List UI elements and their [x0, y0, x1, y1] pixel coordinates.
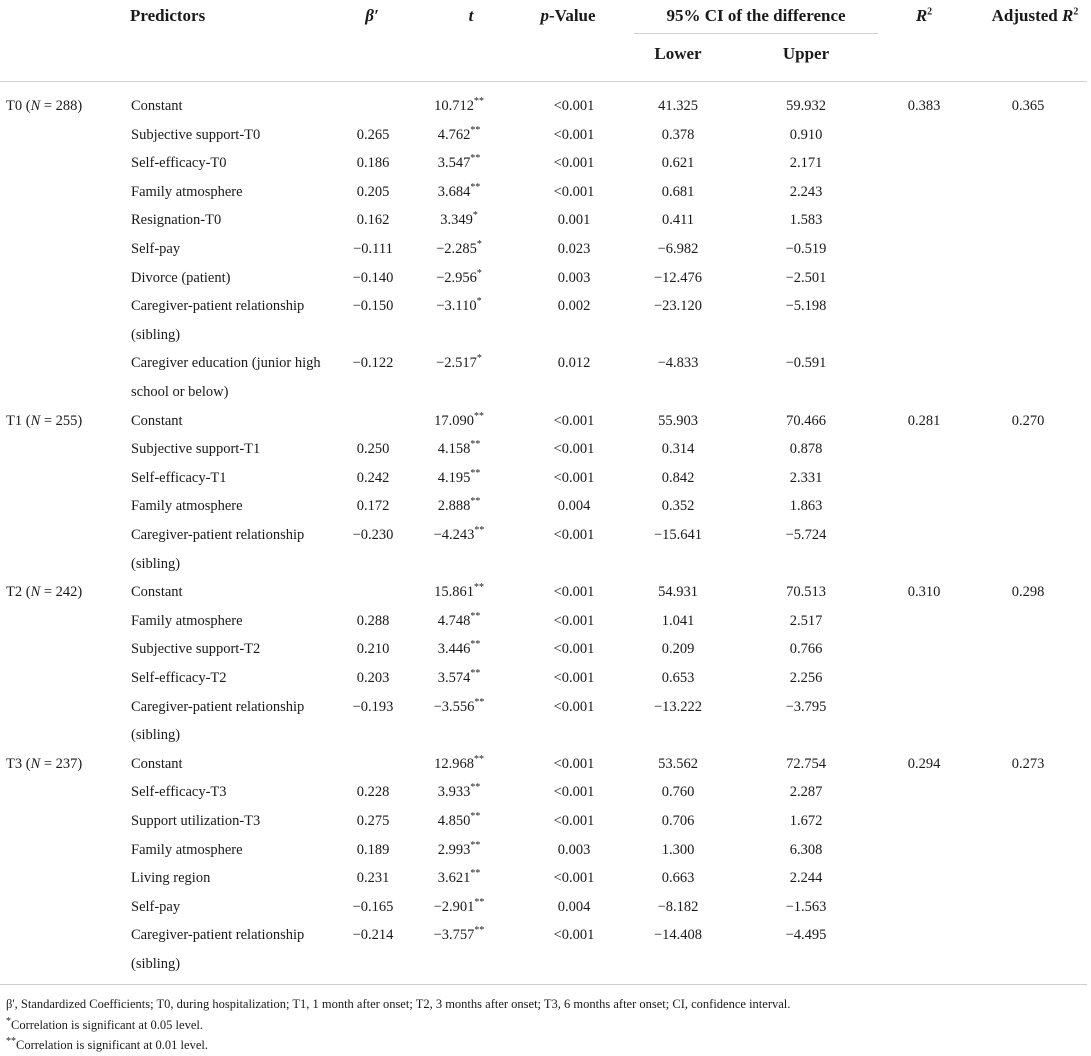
t-value: 12.968** — [434, 753, 484, 772]
ci-upper-value: 2.256 — [789, 670, 823, 686]
predictor-name: Caregiver education (junior high school or below) — [131, 355, 321, 400]
p-value: <0.001 — [553, 183, 595, 200]
beta-value: 0.172 — [356, 498, 390, 515]
ci-lower-value: −4.833 — [657, 355, 699, 372]
t-value: −2.956* — [436, 267, 482, 286]
p-value: 0.004 — [557, 898, 591, 915]
beta-value: −0.122 — [352, 355, 394, 372]
group-label-prefix: T3 ( — [6, 755, 31, 772]
group-label — [6, 411, 82, 431]
t-value: −3.556** — [433, 696, 485, 715]
p-value: <0.001 — [553, 698, 595, 715]
footnote-01-mark: ** — [6, 1035, 16, 1047]
ci-lower-value: 0.352 — [661, 498, 695, 515]
group-label-suffix: = 255) — [40, 412, 83, 429]
header-r2 — [916, 6, 932, 26]
ci-upper-value: 59.932 — [786, 98, 826, 114]
predictor-name: Subjective support-T2 — [131, 641, 261, 658]
ci-upper-value: −2.501 — [785, 269, 827, 286]
predictor-name: Constant — [131, 584, 183, 601]
t-value: −2.285* — [436, 239, 482, 257]
group-label-prefix: T0 ( — [6, 98, 31, 114]
t-value: 4.748** — [437, 610, 481, 629]
header-bottom-rule — [0, 81, 1087, 82]
header-adjusted-r2 — [992, 6, 1079, 26]
p-value: <0.001 — [553, 412, 595, 429]
group-label-n: N — [30, 98, 41, 114]
predictor-name: Family atmosphere — [131, 612, 243, 629]
header-adj-sup: 2 — [1073, 6, 1079, 18]
t-value: 3.684** — [437, 181, 481, 200]
ci-upper-value: 6.308 — [789, 841, 823, 858]
group-label-suffix: = 288) — [40, 98, 83, 114]
predictor-name: Constant — [131, 98, 183, 114]
ci-lower-value: −15.641 — [653, 527, 703, 543]
ci-lower-value: −12.476 — [653, 269, 703, 286]
p-value: <0.001 — [553, 670, 595, 686]
predictor-name: Constant — [131, 412, 183, 429]
adjusted-r2-value: 0.273 — [1011, 755, 1045, 772]
ci-lower-value: 1.041 — [661, 612, 695, 629]
p-value: <0.001 — [553, 612, 595, 629]
ci-lower-value: 55.903 — [658, 412, 698, 429]
adjusted-r2-value: 0.365 — [1011, 98, 1045, 114]
group-label — [6, 582, 82, 602]
t-value: 2.888** — [437, 496, 481, 515]
ci-lower-value: 0.314 — [661, 441, 695, 458]
beta-value: 0.250 — [356, 441, 390, 458]
adjusted-r2-value: 0.270 — [1011, 412, 1045, 429]
beta-value: 0.265 — [356, 126, 390, 143]
predictor-name: Resignation-T0 — [131, 212, 222, 229]
group-label — [6, 754, 82, 774]
ci-header-rule — [634, 33, 878, 34]
ci-lower-value: −14.408 — [653, 927, 703, 944]
predictor-name: Living region — [131, 870, 211, 887]
ci-upper-value: −0.591 — [785, 355, 827, 372]
t-value: −2.901** — [433, 896, 485, 915]
ci-upper-value: 2.243 — [789, 183, 823, 200]
ci-upper-value: 0.766 — [789, 641, 823, 658]
header-ci: 95% CI of the difference — [666, 6, 846, 25]
ci-upper-value: 70.513 — [786, 584, 826, 601]
t-value: 3.349* — [440, 210, 478, 229]
beta-value: 0.210 — [356, 641, 390, 658]
t-value: −2.517* — [436, 353, 482, 372]
beta-value: −0.111 — [353, 241, 393, 257]
predictor-name: Caregiver-patient relationship (sibling) — [131, 298, 305, 343]
ci-lower-value: −8.182 — [657, 898, 699, 915]
r2-value: 0.383 — [907, 98, 941, 114]
header-adj-prefix: Adjusted — [991, 6, 1063, 25]
beta-value: 0.275 — [356, 813, 390, 829]
header-r2-letter: R — [915, 6, 928, 25]
header-r2-sup: 2 — [927, 6, 933, 18]
ci-lower-value: 0.653 — [661, 670, 695, 686]
beta-value: −0.193 — [352, 698, 394, 715]
t-value: −4.243** — [433, 525, 485, 543]
predictor-name: Family atmosphere — [131, 498, 243, 515]
table-bottom-rule — [0, 984, 1087, 985]
t-value: −3.757** — [433, 925, 485, 944]
predictor-name: Self-efficacy-T2 — [131, 670, 227, 686]
ci-lower-value: 54.931 — [658, 584, 698, 601]
footnote-significance-05 — [6, 1017, 203, 1033]
ci-lower-value: 0.706 — [661, 813, 695, 829]
predictor-name: Subjective support-T1 — [131, 441, 261, 458]
t-value: 3.933** — [437, 782, 481, 801]
group-label-prefix: T1 ( — [6, 412, 31, 429]
ci-lower-value: −13.222 — [653, 698, 703, 715]
beta-value: 0.189 — [356, 841, 390, 858]
t-value: 15.861** — [434, 582, 484, 601]
beta-value: −0.150 — [352, 298, 394, 315]
ci-lower-value: 0.378 — [661, 126, 695, 143]
p-value: <0.001 — [553, 784, 595, 801]
ci-upper-value: 2.517 — [789, 612, 823, 629]
ci-upper-value: 1.672 — [789, 813, 823, 829]
p-value: <0.001 — [553, 755, 595, 772]
footnote-significance-01 — [6, 1037, 208, 1053]
ci-upper-value: 1.863 — [789, 498, 823, 515]
p-value: <0.001 — [553, 98, 595, 114]
beta-value: 0.288 — [356, 612, 390, 629]
p-value: <0.001 — [553, 155, 595, 172]
group-label-suffix: = 242) — [40, 584, 83, 601]
group-label-prefix: T2 ( — [6, 584, 31, 601]
beta-value: 0.228 — [356, 784, 390, 801]
t-value: 3.547** — [437, 153, 481, 172]
ci-upper-value: −3.795 — [785, 698, 827, 715]
predictor-name: Self-efficacy-T0 — [131, 155, 227, 172]
header-p-letter: p — [540, 6, 549, 25]
r2-value: 0.281 — [907, 412, 941, 429]
ci-upper-value: 2.287 — [789, 784, 823, 801]
header-t: t — [468, 6, 474, 25]
footnote-abbreviations: β', Standardized Coefficients; T0, during hospitalization; T1, 1 month after onset; T2, 3 months after onset; T3, 6 months after onset; CI, confidence interval. — [6, 997, 791, 1011]
r2-value: 0.294 — [907, 755, 941, 772]
ci-upper-value: 0.910 — [789, 126, 823, 143]
ci-lower-value: 0.411 — [661, 212, 695, 229]
ci-upper-value: −5.724 — [785, 527, 827, 543]
header-lower: Lower — [654, 44, 702, 63]
predictor-name: Caregiver-patient relationship (sibling) — [131, 927, 305, 972]
ci-upper-value: 70.466 — [786, 412, 826, 429]
beta-value: −0.165 — [352, 898, 394, 915]
t-value: 3.574** — [437, 668, 481, 686]
predictor-name: Self-efficacy-T1 — [131, 469, 227, 486]
predictor-name: Subjective support-T0 — [131, 126, 261, 143]
r2-value: 0.310 — [907, 584, 941, 601]
predictor-name: Caregiver-patient relationship (sibling) — [131, 527, 305, 572]
header-p-rest: -Value — [548, 6, 596, 25]
p-value: <0.001 — [553, 441, 595, 458]
p-value: 0.003 — [557, 841, 591, 858]
p-value: 0.003 — [557, 269, 591, 286]
t-value: 2.993** — [437, 839, 481, 858]
predictor-name: Self-pay — [131, 898, 181, 915]
p-value: <0.001 — [553, 927, 595, 944]
ci-lower-value: −23.120 — [653, 298, 703, 315]
p-value: <0.001 — [553, 584, 595, 601]
predictor-name: Family atmosphere — [131, 183, 243, 200]
p-value: <0.001 — [553, 527, 595, 543]
header-p-value — [540, 6, 595, 26]
p-value: 0.002 — [557, 298, 591, 315]
predictor-name: Divorce (patient) — [131, 269, 231, 286]
ci-lower-value: 0.760 — [661, 784, 695, 801]
p-value: 0.012 — [557, 355, 591, 372]
beta-value: −0.214 — [352, 927, 394, 944]
ci-lower-value: −6.982 — [657, 241, 699, 257]
predictor-name: Self-pay — [131, 241, 181, 257]
p-value: <0.001 — [553, 813, 595, 829]
header-beta: β′ — [365, 6, 379, 25]
ci-upper-value: 2.171 — [789, 155, 823, 172]
beta-value: −0.140 — [352, 269, 394, 286]
ci-upper-value: 2.244 — [789, 870, 823, 887]
t-value: 3.446** — [437, 639, 481, 658]
ci-lower-value: 0.663 — [661, 870, 695, 887]
beta-value: 0.242 — [356, 469, 390, 486]
footnote-01-text: Correlation is significant at 0.01 level. — [16, 1038, 208, 1052]
beta-value: 0.203 — [356, 670, 390, 686]
ci-upper-value: 0.878 — [789, 441, 823, 458]
t-value: 3.621** — [437, 868, 481, 887]
t-value: 4.158** — [437, 439, 481, 458]
beta-value: 0.231 — [356, 870, 390, 887]
ci-upper-value: −5.198 — [785, 298, 827, 315]
ci-lower-value: 0.621 — [661, 155, 695, 172]
t-value: 10.712** — [434, 96, 484, 114]
predictor-name: Family atmosphere — [131, 841, 243, 858]
ci-upper-value: −4.495 — [785, 927, 827, 944]
ci-upper-value: −1.563 — [785, 898, 827, 915]
group-label-suffix: = 237) — [40, 755, 83, 772]
t-value: 4.762** — [437, 124, 481, 143]
ci-lower-value: 1.300 — [661, 841, 695, 858]
predictor-name: Support utilization-T3 — [131, 813, 261, 829]
p-value: <0.001 — [553, 641, 595, 658]
p-value: <0.001 — [553, 469, 595, 486]
predictor-name: Caregiver-patient relationship (sibling) — [131, 698, 305, 744]
ci-lower-value: 0.842 — [661, 469, 695, 486]
header-upper: Upper — [782, 44, 830, 63]
beta-value: 0.162 — [356, 212, 390, 229]
group-label-n: N — [30, 412, 41, 429]
beta-value: 0.186 — [356, 155, 390, 172]
ci-upper-value: −0.519 — [785, 241, 827, 257]
p-value: 0.004 — [557, 498, 591, 515]
p-value: <0.001 — [553, 126, 595, 143]
footnote-05-text: Correlation is significant at 0.05 level. — [11, 1018, 203, 1032]
p-value: <0.001 — [553, 870, 595, 887]
header-predictors: Predictors — [130, 6, 206, 25]
header-adj-letter: R — [1062, 6, 1074, 25]
beta-value: 0.205 — [356, 183, 390, 200]
t-value: 17.090** — [434, 410, 484, 429]
t-value: 4.195** — [437, 467, 481, 486]
ci-lower-value: 0.209 — [661, 641, 695, 658]
ci-upper-value: 2.331 — [789, 469, 823, 486]
ci-upper-value: 72.754 — [786, 755, 826, 772]
group-label-n: N — [30, 755, 41, 772]
predictor-name: Constant — [131, 755, 183, 772]
p-value: 0.001 — [557, 212, 591, 229]
adjusted-r2-value: 0.298 — [1011, 584, 1045, 601]
t-value: −3.110* — [436, 296, 482, 315]
p-value: 0.023 — [557, 241, 591, 257]
ci-lower-value: 0.681 — [661, 183, 695, 200]
group-label — [6, 96, 82, 116]
footnote-05-mark: * — [6, 1015, 11, 1027]
ci-lower-value: 53.562 — [658, 755, 698, 772]
predictor-name: Self-efficacy-T3 — [131, 784, 227, 801]
ci-upper-value: 1.583 — [789, 212, 823, 229]
beta-value: −0.230 — [352, 527, 394, 543]
t-value: 4.850** — [437, 811, 481, 829]
ci-lower-value: 41.325 — [658, 98, 698, 114]
group-label-n: N — [30, 584, 41, 601]
